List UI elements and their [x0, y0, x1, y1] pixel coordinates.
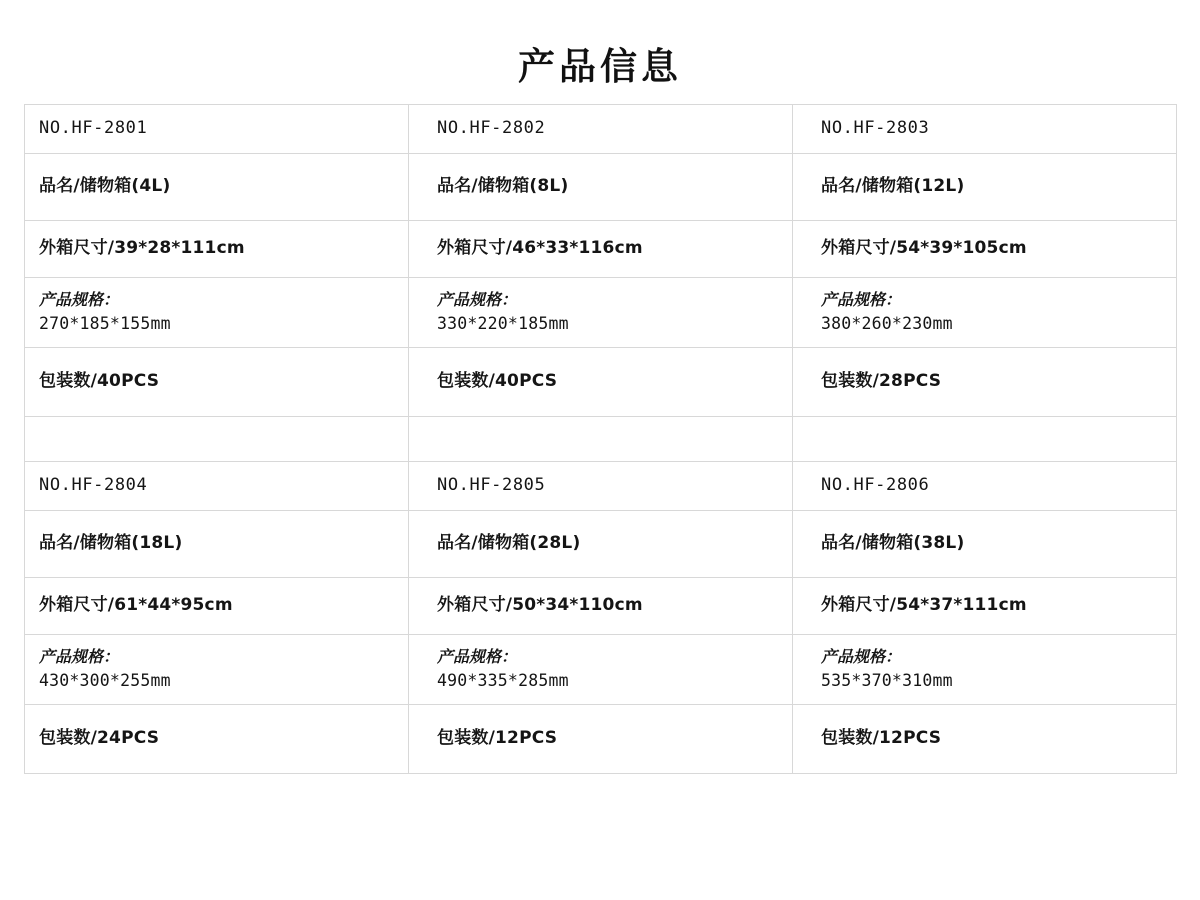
packing-qty: 包装数/24PCS — [39, 727, 160, 748]
page-title: 产品信息 — [518, 45, 682, 88]
spec-value: 330*220*185mm — [437, 314, 569, 333]
cell-packing-qty — [409, 347, 793, 416]
table-row — [25, 461, 1177, 510]
cell-carton-size — [409, 221, 793, 278]
packing-qty: 包装数/28PCS — [821, 371, 942, 391]
carton-size: 外箱尺寸/54*37*111cm — [821, 595, 1027, 615]
carton-size: 外箱尺寸/46*33*116cm — [437, 238, 643, 259]
cell-product-name — [793, 510, 1177, 577]
table-row — [25, 278, 1177, 348]
product-no: NO.HF-2806 — [821, 475, 930, 495]
cell-packing-qty — [793, 704, 1177, 773]
separator-cell — [25, 416, 409, 461]
cell-product-no — [409, 461, 793, 510]
packing-qty: 包装数/40PCS — [39, 371, 160, 391]
table-row — [25, 704, 1177, 773]
product-name: 品名/储物箱(12L) — [821, 176, 965, 197]
product-spec-table — [24, 104, 1177, 774]
cell-carton-size — [409, 577, 793, 634]
product-no: NO.HF-2802 — [437, 118, 546, 139]
table-row — [25, 510, 1177, 577]
cell-product-spec — [793, 278, 1177, 348]
spec-label: 产品规格： — [821, 646, 902, 666]
table-row — [25, 221, 1177, 278]
spec-label: 产品规格： — [821, 290, 902, 309]
table-row — [25, 154, 1177, 221]
packing-qty: 包装数/12PCS — [821, 727, 942, 748]
product-name: 品名/储物箱(28L) — [437, 533, 581, 553]
carton-size: 外箱尺寸/39*28*111cm — [39, 238, 245, 259]
table-row — [25, 634, 1177, 704]
cell-product-name — [25, 154, 409, 221]
product-name: 品名/储物箱(4L) — [39, 176, 171, 197]
cell-carton-size — [793, 221, 1177, 278]
product-no: NO.HF-2803 — [821, 118, 930, 139]
carton-size: 外箱尺寸/50*34*110cm — [437, 595, 643, 615]
cell-product-no — [25, 461, 409, 510]
table-row — [25, 347, 1177, 416]
product-name: 品名/储物箱(18L) — [39, 533, 183, 553]
cell-carton-size — [793, 577, 1177, 634]
spec-value: 380*260*230mm — [821, 314, 953, 333]
cell-carton-size — [25, 221, 409, 278]
cell-product-no — [793, 105, 1177, 154]
cell-packing-qty — [793, 347, 1177, 416]
spec-label: 产品规格： — [39, 646, 120, 666]
spec-label: 产品规格： — [437, 290, 518, 309]
cell-product-spec — [25, 634, 409, 704]
table-row — [25, 105, 1177, 154]
cell-packing-qty — [409, 704, 793, 773]
cell-product-no — [409, 105, 793, 154]
carton-size: 外箱尺寸/54*39*105cm — [821, 238, 1027, 259]
spec-value: 490*335*285mm — [437, 670, 569, 690]
table-separator-row — [25, 416, 1177, 461]
cell-product-spec — [409, 278, 793, 348]
cell-product-name — [409, 154, 793, 221]
product-no: NO.HF-2805 — [437, 475, 546, 495]
packing-qty: 包装数/12PCS — [437, 727, 558, 748]
packing-qty: 包装数/40PCS — [437, 371, 558, 391]
cell-product-spec — [25, 278, 409, 348]
spec-value: 270*185*155mm — [39, 314, 171, 333]
spec-value: 535*370*310mm — [821, 670, 953, 690]
cell-packing-qty — [25, 704, 409, 773]
product-name: 品名/储物箱(38L) — [821, 533, 965, 553]
spec-label: 产品规格： — [39, 290, 120, 309]
spec-value: 430*300*255mm — [39, 670, 171, 690]
cell-product-name — [793, 154, 1177, 221]
cell-product-name — [25, 510, 409, 577]
product-no: NO.HF-2804 — [39, 475, 148, 495]
product-no: NO.HF-2801 — [39, 118, 148, 139]
cell-product-name — [409, 510, 793, 577]
table-row — [25, 577, 1177, 634]
cell-packing-qty — [25, 347, 409, 416]
cell-product-spec — [409, 634, 793, 704]
separator-cell — [793, 416, 1177, 461]
separator-cell — [409, 416, 793, 461]
cell-carton-size — [25, 577, 409, 634]
cell-product-no — [25, 105, 409, 154]
cell-product-no — [793, 461, 1177, 510]
carton-size: 外箱尺寸/61*44*95cm — [39, 595, 233, 615]
spec-label: 产品规格： — [437, 646, 518, 666]
cell-product-spec — [793, 634, 1177, 704]
product-name: 品名/储物箱(8L) — [437, 176, 569, 197]
